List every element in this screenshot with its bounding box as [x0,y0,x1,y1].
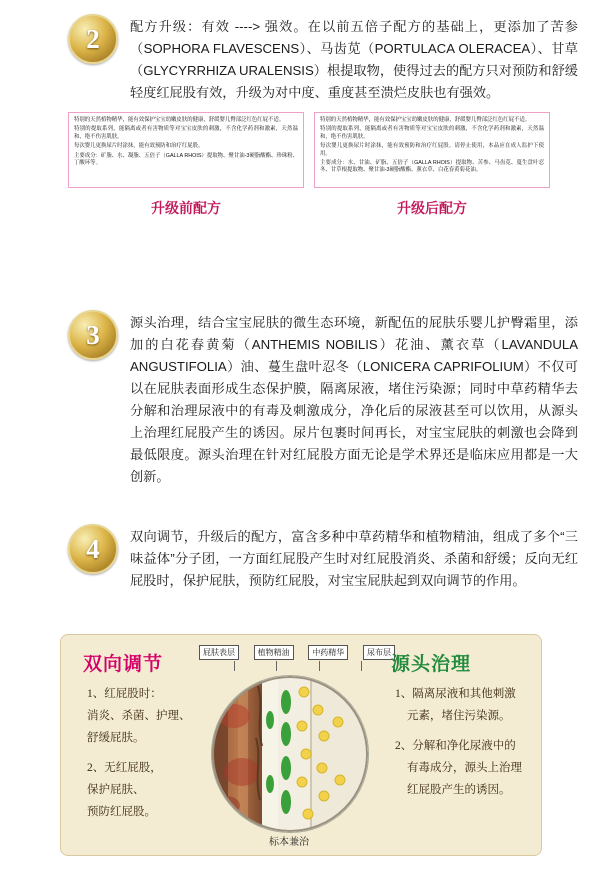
panel-left-item-6: 预防红屁股。 [87,806,156,818]
section-3-badge-wrap [68,310,118,360]
panel-left-list [87,683,217,823]
panel-right-item-2: 元素，堵住污染源。 [407,710,511,722]
formula-box-after [314,112,550,188]
formula-before-line-3: 每次婴儿更换尿片时涂抹，能有效预防和治疗红屁股。 [74,143,204,150]
panel-right-title: 源头治理 [391,654,472,675]
panel-right-item-3: 2、分解和净化尿液中的 [395,740,516,752]
skin-cross-section-illustration [211,675,369,833]
formula-after-line-4: 主要成分：水、甘油、矿脂、五倍子（GALLA RHOIS）提取物、苦参、马齿苋、蔓生盘叶忍冬、甘草根提取物、聚甘油-3硬脂酸酯、薰衣草、白花春黄菊花油。 [320,160,544,174]
panel-right-list [395,683,541,801]
panel-left-item-1: 1、红屁股时： [87,688,162,700]
panel-right-item-1: 1、隔离尿液和其他刺激 [395,688,516,700]
diagram-tick-1 [234,661,235,671]
section-3-paragraph: 源头治理，结合宝宝屁肤的微生态环境，新配伍的屁肤乐婴儿护臀霜里，添加的白花春黄菊（ANTHEMIS NOBILIS）花油、薰衣草（LAVANDULA ANGUSTIFOLIA）油、蔓生盘叶忍冬（LONICERA CAPRIFOLIUM）不仅可以在屁肤表面形成生态保护膜，隔离尿液，堵住污染源；同时中草药精华去分解和治理尿液中的有毒及刺激成分，净化后的尿液甚至可以饮用，从源头上治理红屁股产生的诱因。尿片包裹时间再长，对宝宝屁肤的刺激也会降到最低限度。源头治理在针对红屁股方面无论是学术界还是临床应用都是一大创新。 [130,315,578,484]
panel-right-item-4: 有毒成分，源头上治理 [407,762,522,774]
diagram-tick-2 [276,661,277,671]
section-2-badge-wrap [68,14,118,64]
panel-left-item-5: 保护屁肤、 [87,784,145,796]
formula-before-line-4: 主要成分：矿脂、水、凝脂、五倍子（GALLA RHOIS）提取物、聚甘油-3硬脂酸酯、珍珠粉、丁酸环等。 [74,152,298,167]
section-2-number-badge: 2 [68,14,118,64]
illustration-panel [60,634,542,856]
formula-box-before [68,112,304,188]
diagram-label-skin: 屁肤表层 [199,645,239,660]
formula-after-line-3: 每次婴儿更换尿片时涂抹，能有效预防和治疗红屁股。请停止使用，本品应在成人监护下使用。 [320,143,544,157]
formula-before-line-2: 特别的提取系列，能隔离或者有害物质等对宝宝皮肤的刺激，不含化学药剂和激素，天然温和，绝不伤害肌肤。 [74,126,298,140]
diagram-bottom-label: 标本兼治 [269,837,309,848]
panel-right-item-5: 红屁股产生的诱因。 [407,784,511,796]
formula-before-caption: 升级前配方 [151,202,221,217]
diagram-label-plant-oil: 植物精油 [254,645,294,660]
section-2-paragraph: 配方升级：有效 ----> 强效。在以前五倍子配方的基础上，更添加了苦参（SOPHORA FLAVESCENS）、马齿苋（PORTULACA OLERACEA）、甘草（GLYCYRRHIZA URALENSIS）根提取物，使得过去的配方只对预防和舒缓轻度红屁股有效，升级为对中度、重度甚至溃烂皮肤也有强效。 [130,19,578,100]
panel-left-item-3: 舒缓屁肤。 [87,732,145,744]
section-4-number-badge: 4 [68,524,118,574]
section-4-paragraph: 双向调节，升级后的配方，富含多种中草药精华和植物精油，组成了多个“三味益体”分子团，一方面红屁股产生时对红屁股消炎、杀菌和舒缓；反向无红屁股时，保护屁肤，预防红屁股，对宝宝屁肤起到双向调节的作用。 [130,529,578,588]
section-3-number-badge: 3 [68,310,118,360]
formula-after-line-1: 特别的天然植物精华，能有效保护宝宝幼嫩皮肤的健康，舒缓婴儿臀部泛红色红屁不适。 [320,117,531,123]
panel-left-title: 双向调节 [83,654,164,675]
diagram-tick-4 [361,661,362,671]
formula-after-line-2: 特别的提取系列，能隔离或者有害物质等对宝宝皮肤的刺激，不含化学药剂和激素，天然温和，绝不伤害肌肤。 [320,126,544,140]
panel-left-item-2: 消炎、杀菌、护理、 [87,710,191,722]
diagram-tick-3 [319,661,320,671]
diagram-label-herb-essence: 中药精华 [308,645,348,660]
formula-after-caption: 升级后配方 [397,202,467,217]
panel-left-item-4: 2、无红屁股， [87,762,162,774]
formula-before-line-1: 特别的天然植物精华，能有效保护宝宝幼嫩皮肤的健康，舒缓婴儿臀部泛红色红屁不适。 [74,117,285,123]
diagram-tick-row [213,661,383,671]
section-4-badge-wrap [68,524,118,574]
diagram-label-row [199,645,395,660]
diagram-label-diaper: 尿布层 [363,645,395,660]
skin-cross-section-svg [212,676,368,832]
